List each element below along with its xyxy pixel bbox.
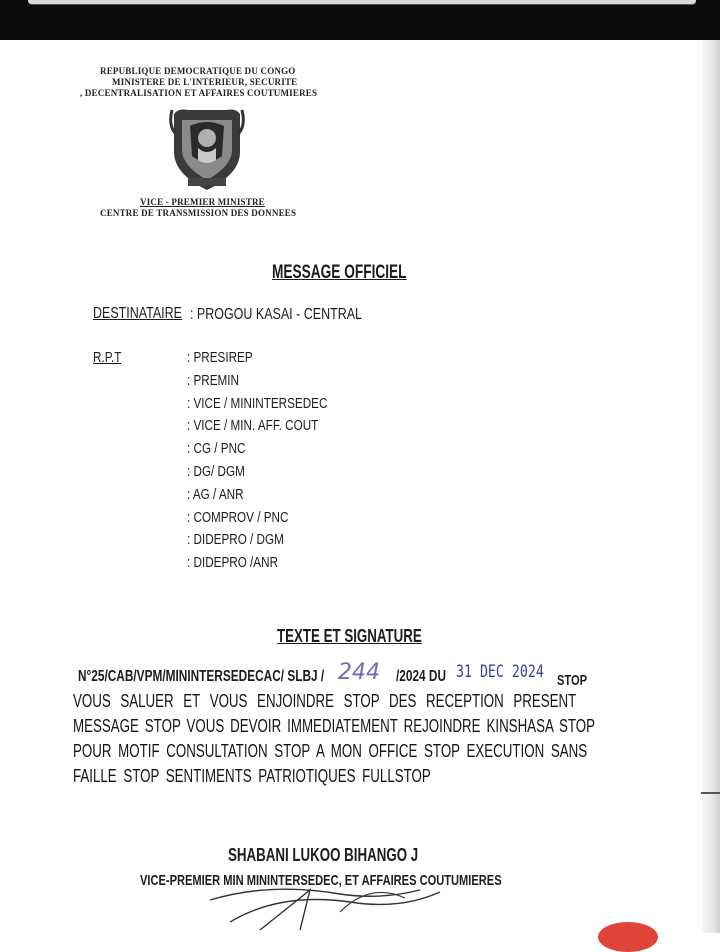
header-ministry-cont: , DECENTRALISATION ET AFFAIRES COUTUMIERES [80,88,318,98]
section-title: TEXTE ET SIGNATURE [277,626,422,646]
body-line: MESSAGE STOP VOUS DEVOIR IMMEDIATEMENT REJOINDRE KINSHASA STOP [73,716,596,736]
body-line: FAILLE STOP SENTIMENTS PATRIOTIQUES FULLSTOP [73,766,431,786]
paper-edge [28,0,696,5]
header-ministry: MINISTERE DE L'INTERIEUR, SECURITE [112,77,298,87]
header-office: VICE - PREMIER MINISTRE [140,197,265,207]
rpt-item: : DIDEPRO / DGM [187,531,284,549]
coat-of-arms-icon [168,104,246,194]
reference-prefix: N°25/CAB/VPM/MININTERSEDECAC/ SLBJ / [78,668,325,685]
header-country: REPUBLIQUE DEMOCRATIQUE DU CONGO [100,66,296,76]
rpt-item: : DG/ DGM [187,462,245,480]
rpt-item: : PREMIN [187,371,240,389]
signatory-name: SHABANI LUKOO BIHANGO J [228,845,419,865]
reference-number: 244 [338,660,380,685]
header-centre: CENTRE DE TRANSMISSION DES DONNEES [100,208,297,218]
reference-suffix: STOP [557,672,588,689]
body-line: POUR MOTIF CONSULTATION STOP A MON OFFICE STOP EXECUTION SANS [73,741,588,761]
rpt-item: : CG / PNC [187,440,246,458]
edge-line [701,792,720,794]
date-stamp: 31 DEC 2024 [456,662,544,682]
signatory-title: VICE-PREMIER MIN MININTERSEDEC, ET AFFAIRES COUTUMIERES [140,872,502,889]
page-right-edge [702,40,720,933]
document-title: MESSAGE OFFICIEL [272,262,407,283]
rpt-item: : VICE / MININTERSEDEC [187,394,328,412]
rpt-item: : DIDEPRO /ANR [187,554,279,572]
rpt-item: : AG / ANR [187,485,244,503]
rpt-item: : PRESIREP [187,349,253,366]
rpt-list [187,349,367,577]
rpt-item: : COMPROV / PNC [187,508,289,526]
recipient-value: : PROGOU KASAI - CENTRAL [190,306,362,323]
rpt-item: : VICE / MIN. AFF. COUT [187,417,319,435]
body-line: VOUS SALUER ET VOUS ENJOINDRE STOP DES RECEPTION PRESENT [73,691,577,711]
rpt-label: R.P.T [93,349,122,366]
recipient-label: DESTINATAIRE [93,305,182,322]
reference-year: /2024 DU [396,668,447,685]
red-mark [598,922,658,952]
handwritten-signature [190,872,490,933]
top-dark-bar [0,0,720,40]
